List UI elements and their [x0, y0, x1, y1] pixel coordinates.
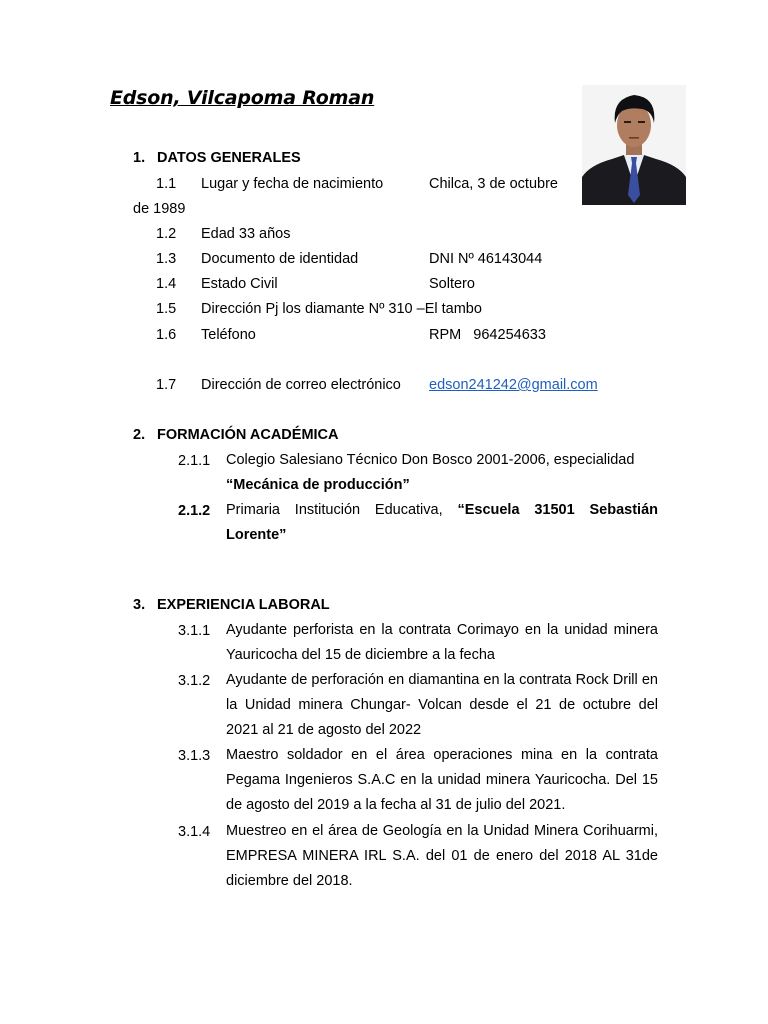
item-number: 1.7 [156, 377, 177, 393]
item-value: Soltero [429, 276, 475, 292]
item-label: Edad 33 años [201, 226, 291, 242]
education-item [226, 498, 658, 548]
education-text: Colegio Salesiano Técnico Don Bosco 2001-2006, especialidad [226, 452, 635, 468]
item-number: 1.2 [156, 226, 177, 242]
item-label: Teléfono [201, 327, 256, 343]
item-label: Estado Civil [201, 276, 278, 292]
cv-name: Edson, Vilcapoma Roman [110, 87, 375, 109]
item-label: Dirección de correo electrónico [201, 377, 401, 393]
item-number: 1.6 [156, 327, 177, 343]
section-number: 1. [133, 150, 146, 166]
item-number: 1.3 [156, 251, 177, 267]
section-title: DATOS GENERALES [157, 150, 301, 166]
item-value: DNI Nº 46143044 [429, 251, 543, 267]
section-title: EXPERIENCIA LABORAL [157, 597, 330, 613]
item-number: 1.4 [156, 276, 177, 292]
item-label: Dirección Pj los diamante Nº 310 –El tambo [201, 301, 482, 317]
item-number: 3.1.3 [178, 748, 211, 764]
section-heading-datos-generales [133, 149, 301, 167]
item-label: Documento de identidad [201, 251, 359, 267]
item-number: 1.1 [156, 176, 177, 192]
item-continuation: de 1989 [133, 201, 186, 217]
experience-item: Muestreo en el área de Geología en la Unidad Minera Corihuarmi, EMPRESA MINERA IRL S.A. del 01 de enero del 2018 AL 31de diciembre del 2018. [226, 823, 658, 889]
education-specialty: “Mecánica de producción” [226, 477, 410, 493]
item-number: 3.1.4 [178, 824, 211, 840]
experience-item: Maestro soldador en el área operaciones mina en la contrata Pegama Ingenieros S.A.C en la unidad minera Yauricocha. Del 15 de agosto del 2019 a la fecha al 31 de julio del 2021. [226, 747, 658, 813]
section-title: FORMACIÓN ACADÉMICA [157, 427, 339, 443]
section-number: 3. [133, 597, 146, 613]
education-item [226, 448, 658, 498]
email-link[interactable]: edson241242@gmail.com [429, 377, 598, 393]
section-heading-formacion-academica [133, 426, 339, 444]
item-number: 3.1.2 [178, 673, 211, 689]
education-school: “Escuela 31501 Sebastián Lorente” [226, 502, 658, 543]
experience-item: Ayudante perforista en la contrata Corimayo en la unidad minera Yauricocha del 15 de diciembre a la fecha [226, 622, 658, 663]
section-heading-experiencia-laboral [133, 596, 330, 614]
item-value: Chilca, 3 de octubre [429, 176, 558, 192]
item-number: 2.1.2 [178, 503, 211, 519]
section-number: 2. [133, 427, 146, 443]
item-label: Lugar y fecha de nacimiento [201, 176, 384, 192]
education-text: Primaria Institución Educativa, [226, 502, 443, 518]
profile-photo [582, 85, 686, 205]
item-number: 3.1.1 [178, 623, 211, 639]
item-number: 1.5 [156, 301, 177, 317]
experience-item: Ayudante de perforación en diamantina en la contrata Rock Drill en la Unidad minera Chungar- Volcan desde el 21 de octubre del 2021 al 21 de agosto del 2022 [226, 672, 658, 738]
item-number: 2.1.1 [178, 453, 211, 469]
item-value: RPM 964254633 [429, 327, 546, 343]
